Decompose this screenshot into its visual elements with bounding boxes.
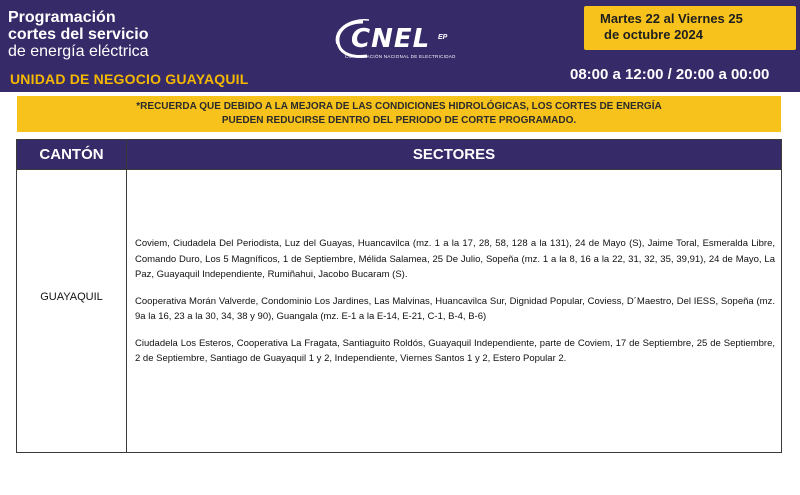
outage-hours: 08:00 a 12:00 / 20:00 a 00:00 — [570, 66, 770, 83]
page-title — [8, 9, 149, 60]
logo-subtitle: CORPORACIÓN NACIONAL DE ELECTRICIDAD — [345, 54, 456, 59]
sector-group-1: Coviem, Ciudadela Del Periodista, Luz del Guayas, Huancavilca (mz. 1 a la 17, 28, 58, 128 a la 131), 24 de Mayo (S), Jaime Toral, Esmeralda Libre, Comando Duro, Los 5 Magníficos, 1 de Septiembre, Mélida Salamea, 25 De Julio, Sopeña (mz. 1 a la 8, 16 a la 22, 31, 32, 35, 39,91), 24 de Mayo, La Paz, Guayaquil Independiente, Rumiñahui, Jacobo Bucaram (S). — [135, 238, 775, 280]
business-unit-name: UNIDAD DE NEGOCIO GUAYAQUIL — [10, 71, 249, 87]
notice-line-1: *RECUERDA QUE DEBIDO A LA MEJORA DE LAS CONDICIONES HIDROLÓGICAS, LOS CORTES DE ENERGÍA — [136, 101, 662, 112]
hydrological-notice — [17, 96, 781, 132]
title-line-3: de energía eléctrica — [8, 43, 149, 60]
notice-line-2: PUEDEN REDUCIRSE DENTRO DEL PERIODO DE CORTE PROGRAMADO. — [221, 115, 577, 126]
table-header-row — [17, 140, 781, 170]
sector-group-3: Ciudadela Los Esteros, Cooperativa La Fragata, Santiaguito Roldós, Guayaquil Independiente, parte de Coviem, 17 de Septiembre, 25 de Septiembre, 2 de Septiembre, Santiago de Guayaquil 1 y 2, Independiente, Viernes Santos 1 y 2, Estero Popular 2. — [135, 337, 775, 364]
column-header-sectores: SECTORES — [412, 146, 496, 163]
date-range-badge — [584, 6, 796, 50]
date-line-1: Martes 22 al Viernes 25 — [600, 11, 743, 26]
title-line-2: cortes del servicio — [8, 26, 149, 43]
canton-cell: GUAYAQUIL — [40, 291, 103, 303]
cnel-logo — [331, 16, 481, 64]
title-line-1: Programación — [8, 9, 116, 26]
schedule-table — [16, 139, 782, 453]
sector-group-2: Cooperativa Morán Valverde, Condominio Los Jardines, Las Malvinas, Huancavilca Sur, Dignidad Popular, Coviess, D´Maestro, Del IESS, Sopeña (mz. 9a la 16, 23 a la 30, 34, 38 y 90), Guangala (mz. E-1 a la E-14, E-21, C-1, B-4, B-6) — [135, 295, 775, 322]
sectores-cell — [135, 236, 775, 378]
column-header-canton: CANTÓN — [39, 146, 104, 163]
logo-wordmark: CNEL — [351, 24, 431, 54]
column-divider — [126, 140, 127, 452]
date-line-2: de octubre 2024 — [604, 27, 703, 42]
header-banner — [0, 0, 800, 92]
logo-suffix: EP — [438, 34, 448, 41]
